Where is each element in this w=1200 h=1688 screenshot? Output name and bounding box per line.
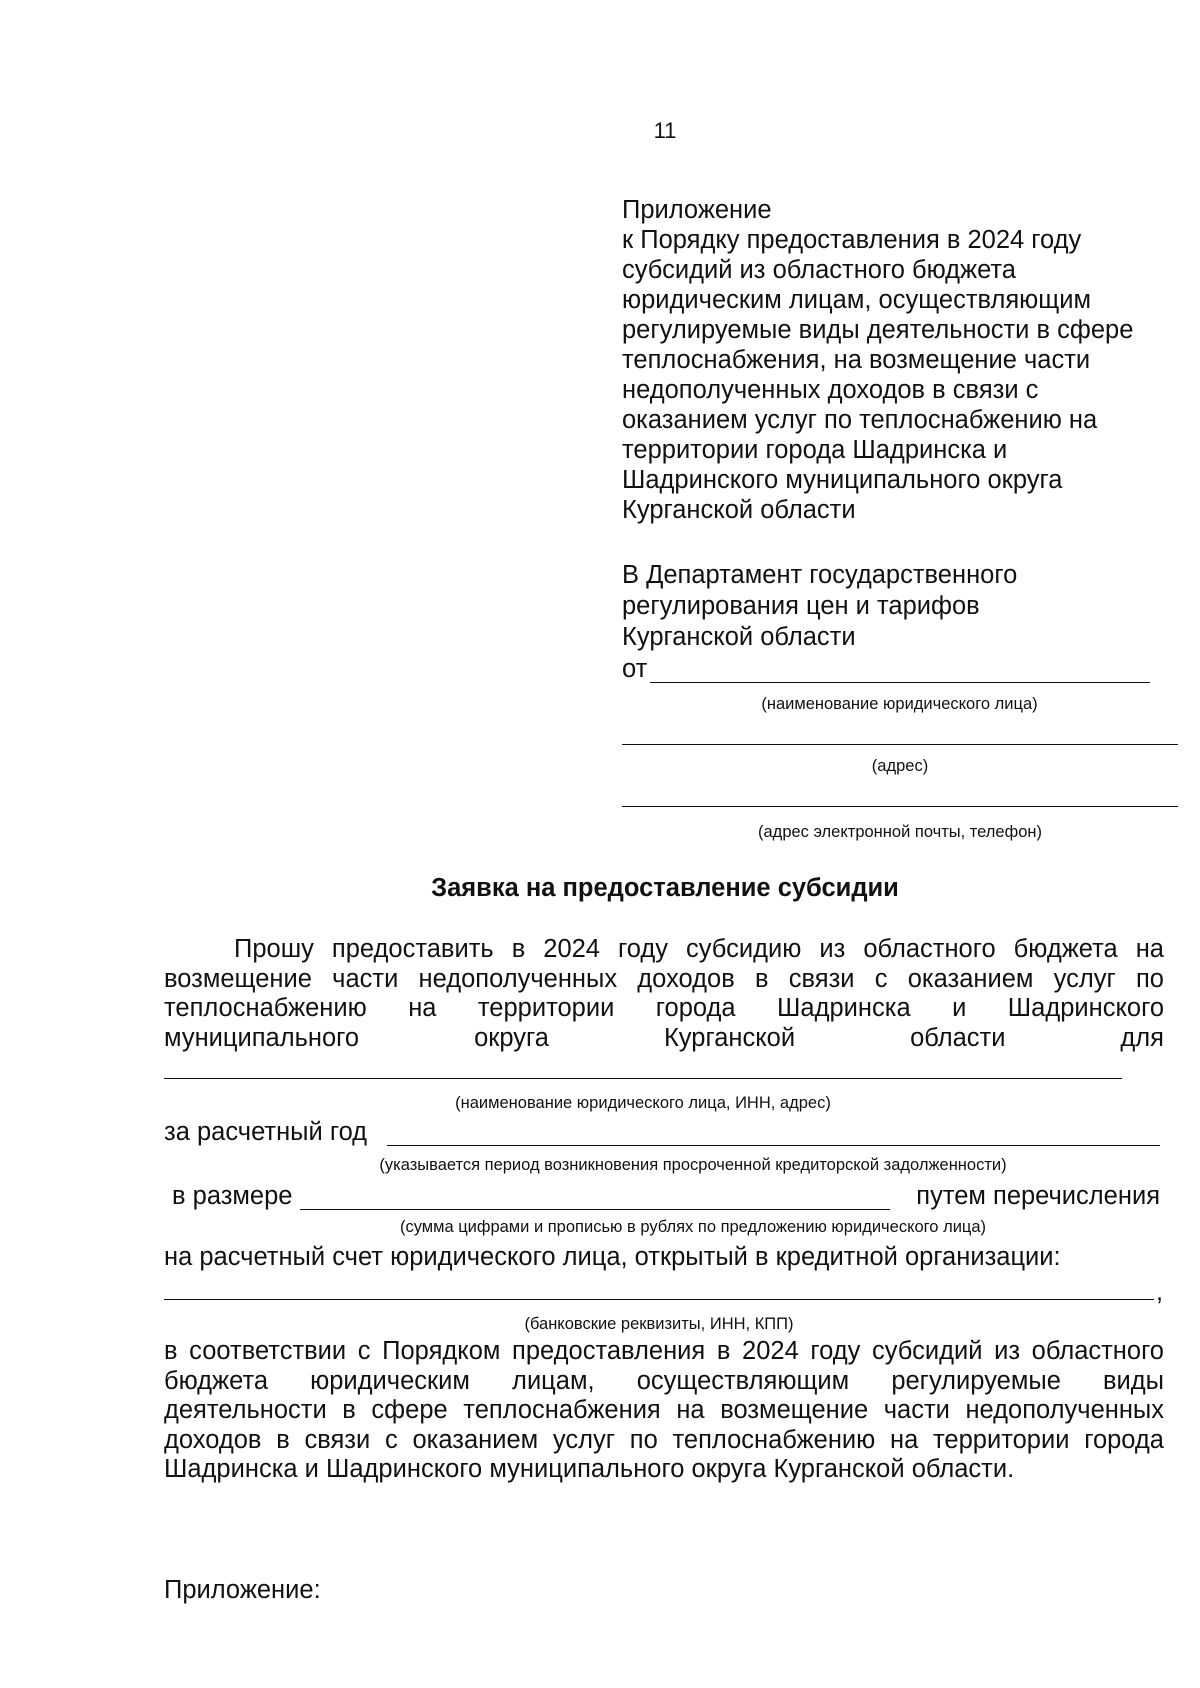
- bank-comma: ,: [1156, 1278, 1163, 1306]
- intro-line: теплоснабжению на территории города Шадринска и Шадринского: [164, 994, 1164, 1022]
- address-field[interactable]: [622, 744, 1178, 745]
- document-title: Заявка на предоставление субсидии: [431, 874, 899, 902]
- amount-suffix: путем перечисления: [916, 1182, 1160, 1210]
- appendix-line: Приложение: [622, 196, 772, 224]
- recipient-block: [622, 560, 1162, 653]
- intro-line: муниципального округа Курганской области для: [164, 1023, 1164, 1052]
- appendix-line: Курганской области: [622, 496, 856, 524]
- hint-address: (адрес): [871, 757, 929, 775]
- hint-company-name: (наименование юридического лица): [761, 695, 1038, 713]
- closing-line: в соответствии с Порядком предоставления в 2024 году субсидий из областного: [164, 1337, 1164, 1365]
- bank-details-field[interactable]: [164, 1299, 1154, 1300]
- hint-period: (указывается период возникновения просроченной кредиторской задолженности): [379, 1156, 1007, 1174]
- appendix-line: территории города Шадринска и: [622, 436, 1008, 464]
- closing-line: бюджета юридическим лицам, осуществляющим регулируемые виды: [164, 1366, 1164, 1395]
- recipient-line: В Департамент государственного: [622, 561, 1018, 589]
- appendix-line: юридическим лицам, осуществляющим: [622, 286, 1092, 314]
- from-label: от: [622, 655, 648, 683]
- account-line: на расчетный счет юридического лица, открытый в кредитной организации:: [164, 1243, 1061, 1271]
- appendix-line: к Порядку предоставления в 2024 году: [622, 226, 1082, 254]
- appendix-line: недополученных доходов в связи с: [622, 376, 1039, 404]
- from-row: [622, 655, 1150, 687]
- appendix-line: субсидий из областного бюджета: [622, 256, 1016, 284]
- appendix-line: Шадринского муниципального округа: [622, 466, 1063, 494]
- closing-line: деятельности в сфере теплоснабжения на возмещение части недополученных: [164, 1396, 1164, 1424]
- company-details-field[interactable]: [164, 1078, 1122, 1079]
- contacts-field[interactable]: [622, 806, 1178, 807]
- hint-company-details: (наименование юридического лица, ИНН, адрес): [455, 1094, 831, 1112]
- appendix-header: [622, 195, 1162, 525]
- amount-label: в размере: [172, 1182, 293, 1210]
- page-number: 11: [653, 118, 677, 143]
- hint-amount: (сумма цифрами и прописью в рублях по предложению юридического лица): [399, 1218, 987, 1236]
- amount-field[interactable]: [300, 1209, 890, 1210]
- appendix-line: оказанием услуг по теплоснабжению на: [622, 406, 1098, 434]
- amount-row: [164, 1182, 1160, 1214]
- closing-line: доходов в связи с оказанием услуг по теплоснабжению на территории города: [164, 1425, 1164, 1454]
- company-name-field[interactable]: [650, 682, 1150, 683]
- year-field[interactable]: [387, 1145, 1160, 1146]
- closing-paragraph: [164, 1337, 1164, 1485]
- attachment-label: Приложение:: [164, 1576, 321, 1604]
- appendix-line: регулируемые виды деятельности в сфере: [622, 316, 1134, 344]
- appendix-line: теплоснабжения, на возмещение части: [622, 346, 1091, 374]
- year-row: [164, 1118, 1160, 1150]
- hint-contacts: (адрес электронной почты, телефон): [758, 823, 1042, 841]
- recipient-line: регулирования цен и тарифов: [622, 592, 980, 620]
- intro-line: возмещение части недополученных доходов в связи с оказанием услуг по: [164, 964, 1164, 993]
- recipient-line: Курганской области: [622, 623, 856, 651]
- year-label: за расчетный год: [164, 1118, 368, 1146]
- closing-line-last: Шадринска и Шадринского муниципального округа Курганской области.: [164, 1455, 1015, 1483]
- intro-line: Прошу предоставить в 2024 году субсидию из областного бюджета на: [234, 935, 1164, 963]
- intro-paragraph: [164, 935, 1164, 1053]
- hint-bank: (банковские реквизиты, ИНН, КПП): [524, 1315, 794, 1333]
